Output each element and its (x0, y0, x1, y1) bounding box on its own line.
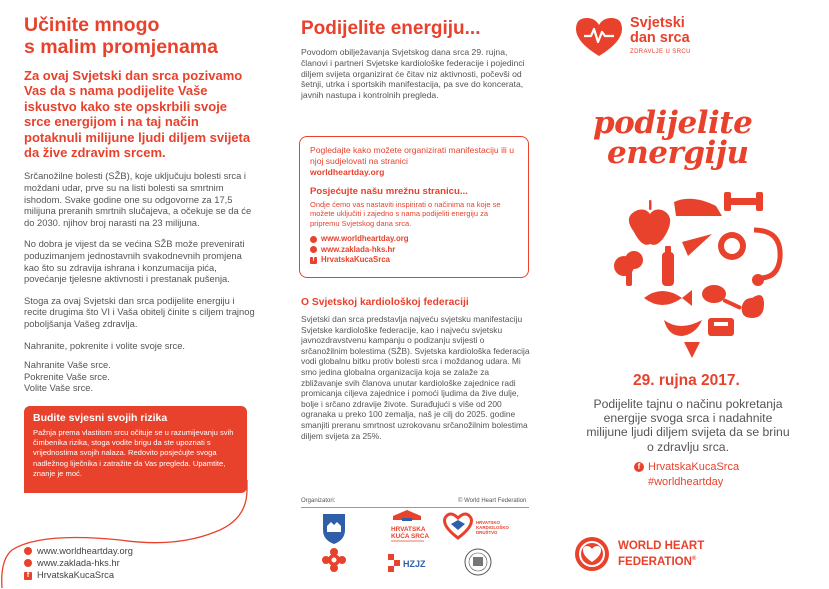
slogan-3: Volite Vaše srce. (24, 382, 94, 394)
heart-illustration (604, 186, 794, 366)
hashtag[interactable]: #worldheartday (648, 476, 724, 488)
middle-title: Podijelite energiju... (301, 18, 481, 39)
organizer-logos (318, 510, 518, 582)
globe-icon (24, 547, 32, 555)
crest-logo (323, 514, 345, 544)
left-paragraph-2: No dobra je vijest da se većina SŽB može prevenirati poduzimanjem jednostavnih svakodnevnih promjena kao što su zdravija ishrana i konzumacija pića, povećanje tjelesne aktivnosti i prestanak pušenja. (24, 238, 245, 285)
globe-icon (24, 559, 32, 567)
hero-title-line2: energiju (607, 135, 749, 171)
info-line: Pogledajte kako možete organizirati manifestaciju ili u njoj sudjelovati na stranici (310, 145, 514, 166)
racket-icon (702, 285, 726, 303)
info-small-text: Ondje ćemo vas nastaviti inspirirati o načinima na koje se možete uključiti i zajedno s nama podijeliti energiju za pripremu Svjetskog dana srca. (310, 199, 501, 228)
pear-icon (742, 295, 764, 318)
dumbbell-icon (728, 198, 758, 205)
flower-logo (322, 548, 346, 572)
globe-icon (310, 236, 317, 243)
brand-line2: dan srca (630, 30, 690, 46)
bottle-icon (662, 252, 674, 286)
link-zaklada[interactable] (24, 557, 133, 569)
organizers-label: Organizatori: (301, 498, 336, 504)
hks-logo (391, 510, 429, 541)
info-links (310, 234, 518, 265)
whf-line1: WORLD HEART (618, 540, 705, 553)
left-paragraph-1: Srčanožilne bolesti (SŽB), koje uključuju bolesti srca i moždani udar, prve su na listi bolesti sa smrtnim ishodom. Svake godine one su odgovorne za 17,5 milijuna preranih smrtnih slučajeva, a očekuje se da će do 2030. njihov broj narasti na 23 milijuna. (24, 170, 252, 228)
info-url[interactable]: worldheartday.org (310, 166, 385, 177)
hzjz-logo-text: HZJZ (403, 559, 426, 569)
apple-icon (629, 210, 670, 245)
left-title (24, 14, 256, 58)
whf-text (618, 540, 704, 568)
left-links (24, 545, 133, 582)
whf-registered-mark: ® (691, 555, 697, 562)
brand-text (630, 16, 691, 55)
link-text: www.zaklada-hks.hr (321, 244, 396, 254)
risk-title: Budite svjesni svojih rizika (33, 412, 168, 424)
info-link-worldheartday[interactable] (310, 234, 518, 244)
middle-panel (301, 18, 533, 101)
link-text: HrvatskaKucaSrca (321, 255, 390, 265)
slogan-2: Pokrenite Vaše srce. (24, 370, 110, 382)
left-slogans (24, 359, 256, 394)
world-heart-federation-logo (574, 536, 704, 572)
info-link-zaklada[interactable] (310, 245, 518, 255)
hkd-logo (445, 514, 510, 538)
facebook-handle: HrvatskaKucaSrca (648, 461, 740, 473)
heart-tip-icon (684, 342, 700, 358)
link-text: www.zaklada-hks.hr (37, 558, 120, 569)
federation-title: O Svjetskoj kardiološkoj federaciji (301, 297, 469, 308)
hkd-logo-text-2: KARDIOLOŠKO (476, 525, 509, 530)
banana-icon (664, 320, 702, 336)
facebook-icon: f (310, 257, 317, 264)
brand-tagline: ZDRAVLJE U SRCU (630, 49, 691, 55)
middle-intro: Povodom obilježavanja Svjetskog dana srca 29. rujna, članovi i partneri Svjetske kardiološke federacije i pojedinci diljem svijeta organizirat će čitav niz aktivnosti, počevši od šetnji, utrka i sportskih manifestacija, pa sve do koncerata, javnih nastupa i kontrolnih pregleda. (301, 47, 525, 101)
globe-icon (310, 246, 317, 253)
info-link-facebook[interactable] (310, 255, 518, 265)
cover-text: Podijelite tajnu o načinu pokretanja energije svoga srca i nadahnite milijune ljudi diljem svijeta da se brinu o zdravlju srca. (586, 397, 790, 454)
left-paragraph-3: Stoga za ovaj Svjetski dan srca podijelite energiju i recite drugima što VI i Vaša obitelj činite s ciljem trajnog poboljšanja Vašeg zdravlja. (24, 294, 255, 329)
whf-line2-text: FEDERATION (618, 555, 692, 568)
hks-logo-text-2: KUĆA SRCA (391, 533, 430, 540)
link-text: www.worldheartday.org (321, 234, 409, 244)
slogan-1: Nahranite Vaše srce. (24, 359, 111, 371)
organizers-divider (301, 507, 529, 508)
heart-logo-icon (574, 16, 624, 58)
seal-logo (465, 549, 491, 575)
hkd-logo-text-1: HRVATSKO (476, 520, 500, 525)
event-date: 29. rujna 2017. (633, 372, 740, 389)
link-text: www.worldheartday.org (37, 546, 133, 556)
left-title-line2: s malim promjenama (24, 36, 218, 58)
brand-line1: Svjetski (630, 15, 685, 31)
hkd-logo-text-3: DRUŠTVO (476, 530, 498, 535)
left-paragraph-4: Nahranite, pokrenite i volite svoje srce. (24, 339, 186, 351)
svjetski-dan-srca-logo (574, 16, 691, 58)
facebook-icon: f (24, 572, 32, 580)
info-box (299, 136, 529, 278)
link-worldheartday[interactable] (24, 545, 133, 557)
link-facebook[interactable] (24, 569, 133, 581)
left-lead: Za ovaj Svjetski dan srca pozivamo Vas da s nama podijelite Vaše iskustvo kako ste opskrbili svoje srce energijom i na taj način potaknuli milijune ljudi diljem svijeta da žive zdravim srcem. (24, 68, 251, 161)
hero-title (593, 105, 753, 171)
whf-line2 (618, 553, 704, 568)
stethoscope-icon (754, 230, 780, 278)
hks-logo-text-1: HRVATSKA (391, 526, 426, 533)
copyright: © World Heart Federation (458, 498, 527, 504)
federation-text: Svjetski dan srca predstavlja najveću svjetsku manifestaciju Svjetske kardiološke federacije, kao i najveću svjetsku javnozdravstvenu kampanju o podizanju svijesti o srčanožilnim bolestima (SŽB). Svjetska kardiološka federacija vodi globalnu bitku protiv bolesti srca i moždanog udara. Mi smo jedina globalna organizacija koja se zalaže za zbližavanje svih članova unutar kardiološke zajednice radi promicanja ciljeva zajednice i pomoći ljudima da žive dulje, bolje i srčano zdravije živote. Surađujući s više od 200 ogranaka u preko 100 zemalja, naš je cilj do 2025. godine smanjiti preranu smrtnost uzrokovanu srčanožilnim bolestima diljem svijeta za 25%. (301, 314, 530, 441)
fish-icon (644, 290, 692, 306)
scale-icon (708, 318, 734, 336)
hero-title-line1: podijelite (593, 105, 753, 141)
risk-text: Pažnja prema vlastitom srcu očituje se u razumijevanju svih čimbenika rizika, stoga vodite brigu da ste upoznati s vrijednostima svojih nalaza. Redovito posjećujte svoga nadležnog liječnika i zatražite da Vas pregleda. Upamtite, znanje je moć. (33, 428, 234, 478)
cover-facebook-link[interactable] (634, 461, 739, 473)
left-panel (24, 14, 256, 394)
sneaker-icon (674, 199, 722, 216)
facebook-icon: f (634, 462, 644, 472)
info-heading: Posjećujte našu mrežnu stranicu... (310, 185, 468, 197)
carrot-icon (682, 234, 712, 256)
link-text: HrvatskaKucaSrca (37, 570, 114, 581)
left-title-line1: Učinite mnogo (24, 14, 160, 36)
hzjz-logo (388, 554, 426, 572)
whf-heart-icon (574, 536, 610, 572)
